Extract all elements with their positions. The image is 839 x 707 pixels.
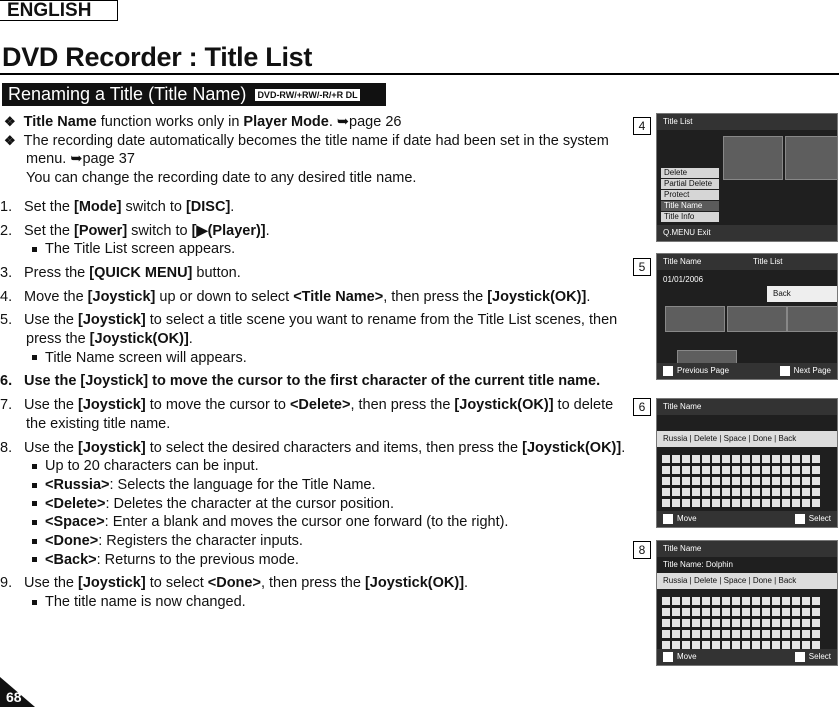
text-run: [Joystick(OK)] <box>89 331 189 347</box>
screen-footer <box>657 511 837 527</box>
step-line <box>0 264 241 283</box>
key <box>812 641 820 649</box>
key <box>752 499 760 507</box>
key <box>712 499 720 507</box>
title-divider <box>0 73 839 75</box>
square-bullet-icon <box>32 539 37 544</box>
screen-footer <box>657 363 837 379</box>
key <box>732 499 740 507</box>
square-bullet-icon <box>32 557 37 562</box>
sub-bullet <box>32 240 235 259</box>
square-bullet-icon <box>32 355 37 360</box>
section-title: Renaming a Title (Title Name) <box>8 84 247 104</box>
text-run: , then press the <box>383 288 488 305</box>
text-run: Set the <box>24 222 74 239</box>
key <box>792 641 800 649</box>
nav-icon <box>663 514 673 524</box>
key <box>732 641 740 649</box>
keyboard-row <box>661 637 821 647</box>
square-bullet-icon <box>32 520 37 525</box>
key <box>682 641 690 649</box>
text-run: The recording date automatically becomes the title name if date had been set in the system <box>23 132 609 149</box>
key <box>702 499 710 507</box>
footer-left-label: Previous Page <box>663 363 729 379</box>
key <box>672 499 680 507</box>
key <box>782 499 790 507</box>
text-run: switch to <box>127 222 192 239</box>
footer-right-label: Select <box>795 649 831 665</box>
text-run: <Space> <box>45 514 105 531</box>
step-number: 6. <box>0 373 13 390</box>
text-run: Use the [Joystick] to move the cursor to the first character of the current title name. <box>24 373 601 390</box>
text-run: : Selects the language for the Title Name. <box>109 476 376 493</box>
key <box>722 499 730 507</box>
text-run: <Done> <box>207 575 261 592</box>
footer-left-label: Move <box>663 511 697 527</box>
menu-item: Protect <box>661 190 719 200</box>
sub-bullet <box>32 551 299 570</box>
step-number: 5. <box>0 312 13 329</box>
keyboard-row <box>661 593 821 603</box>
text-run: to select a title scene you want to rename from the Title List scenes, then <box>145 312 618 329</box>
screen-title: Title Name <box>657 254 837 270</box>
key <box>722 641 730 649</box>
step-marker: 8 <box>633 541 651 559</box>
key <box>792 499 800 507</box>
key <box>672 641 680 649</box>
text-run: [Joystick(OK)] <box>364 575 465 592</box>
text-run: to move the cursor to <box>145 397 290 414</box>
key <box>752 641 760 649</box>
ok-icon <box>795 514 805 524</box>
text-run: . <box>586 288 591 305</box>
language-tab: ENGLISH <box>0 0 118 21</box>
step-number: 8. <box>0 439 13 456</box>
text-run: [DISC] <box>185 198 231 215</box>
text-run: <Delete> <box>289 397 351 414</box>
step-number: 9. <box>0 575 13 592</box>
square-bullet-icon <box>32 247 37 252</box>
text-run: You can change the recording date to any desired title name. <box>26 170 417 187</box>
nav-icon <box>663 366 673 376</box>
text-run: the existing title name. <box>26 415 171 432</box>
text-run: menu. ➥page 37 <box>26 151 135 168</box>
key <box>742 499 750 507</box>
text-run: [Joystick(OK)] <box>522 439 622 456</box>
step-number: 4. <box>0 288 13 305</box>
menu-item: Title Info <box>661 212 719 222</box>
key <box>762 641 770 649</box>
text-run: Use the <box>24 575 78 592</box>
thumbnail <box>665 306 725 332</box>
text-run: to select the desired characters and items, then press the <box>145 439 523 456</box>
text-run: . <box>464 575 469 592</box>
step-number: 1. <box>0 198 13 215</box>
step-line <box>0 574 468 593</box>
text-run: Use the <box>24 312 78 329</box>
step-number: 3. <box>0 264 13 281</box>
text-run: [Joystick] <box>78 575 146 592</box>
nav-icon <box>663 652 673 662</box>
text-run: up or down to select <box>155 288 294 305</box>
step-marker: 4 <box>633 117 651 135</box>
text-run: [Joystick] <box>78 439 146 456</box>
step-line <box>26 330 193 349</box>
screen-illustration <box>656 113 838 242</box>
key-functions: Russia | Delete | Space | Done | Back <box>657 573 837 589</box>
screen-date: 01/01/2006 <box>663 275 704 284</box>
keyboard-row <box>661 495 821 505</box>
step-line <box>0 288 590 307</box>
text-run: [Power] <box>73 222 128 239</box>
screen-back-label: Back <box>767 286 837 302</box>
key <box>762 499 770 507</box>
key <box>712 641 720 649</box>
key <box>742 641 750 649</box>
text-run: [Joystick] <box>78 397 146 414</box>
screen-subtitle: Title List <box>753 257 783 266</box>
keyboard-row <box>661 604 821 614</box>
text-run: Set the <box>24 198 74 215</box>
text-run: [Joystick(OK)] <box>454 397 554 414</box>
text-run: [Joystick(OK)] <box>487 288 587 305</box>
text-run: . <box>230 198 235 215</box>
key <box>782 641 790 649</box>
intro-line <box>4 113 401 132</box>
keyboard-row <box>661 484 821 494</box>
keyboard-row <box>661 473 821 483</box>
thumbnail <box>727 306 787 332</box>
text-run: Title Name screen will appears. <box>45 349 247 366</box>
screen-name-field: Title Name: Dolphin <box>663 560 733 569</box>
key-functions: Russia | Delete | Space | Done | Back <box>657 431 837 447</box>
key <box>702 641 710 649</box>
square-bullet-icon <box>32 501 37 506</box>
step-number: 2. <box>0 222 13 239</box>
key <box>692 499 700 507</box>
text-run: Use the <box>24 439 78 456</box>
text-run: . <box>265 222 270 239</box>
keyboard-row <box>661 615 821 625</box>
screen-illustration <box>656 540 838 666</box>
text-run: . ➥page 26 <box>328 114 402 130</box>
text-run: Up to 20 characters can be input. <box>45 458 259 475</box>
sub-bullet <box>32 513 508 532</box>
square-bullet-icon <box>32 483 37 488</box>
thumbnail <box>723 136 783 180</box>
menu-item: Title Name <box>661 201 719 211</box>
sub-bullet <box>32 457 259 476</box>
footer-right-label: Next Page <box>780 363 831 379</box>
text-run: : Returns to the previous mode. <box>96 551 299 568</box>
text-run: : Registers the character inputs. <box>98 533 303 549</box>
key <box>812 499 820 507</box>
diamond-bullet-icon: ❖ <box>4 114 16 129</box>
text-run: [Mode] <box>73 198 122 215</box>
menu-item: Partial Delete <box>661 179 719 189</box>
text-run: <Russia> <box>45 476 110 493</box>
page-number: 68 <box>6 689 22 705</box>
screen-title: Title Name <box>657 541 837 557</box>
sub-bullet <box>32 593 246 612</box>
step-marker: 5 <box>633 258 651 276</box>
square-bullet-icon <box>32 600 37 605</box>
key <box>802 641 810 649</box>
text-run: [QUICK MENU] <box>89 264 193 281</box>
text-run: button. <box>192 264 241 281</box>
ok-icon <box>795 652 805 662</box>
step-number: 7. <box>0 397 13 414</box>
sub-bullet <box>32 532 303 551</box>
key <box>802 499 810 507</box>
screen-footer <box>657 649 837 665</box>
ok-icon <box>780 366 790 376</box>
text-run: to delete <box>553 397 614 414</box>
intro-line <box>26 169 416 188</box>
step-line <box>0 372 600 391</box>
footer-left-label: Move <box>663 649 697 665</box>
text-run: . <box>188 331 193 347</box>
text-run: , then press the <box>260 575 365 592</box>
step-line <box>0 439 625 458</box>
key <box>692 641 700 649</box>
page-title: DVD Recorder : Title List <box>2 42 313 72</box>
intro-line <box>4 132 609 151</box>
keyboard-row <box>661 462 821 472</box>
step-line <box>0 396 613 415</box>
text-run: <Title Name> <box>293 288 384 305</box>
footer-right-label: Select <box>795 511 831 527</box>
section-heading <box>2 83 386 106</box>
step-line <box>0 311 617 330</box>
screen-illustration <box>656 398 838 528</box>
text-run: : Deletes the character at the cursor position. <box>105 495 395 512</box>
key <box>682 499 690 507</box>
key <box>772 499 780 507</box>
text-run: function works only in <box>96 114 244 130</box>
sub-bullet <box>32 476 375 495</box>
text-run: <Done> <box>45 533 99 549</box>
text-run: press the <box>26 331 90 347</box>
step-marker: 6 <box>633 398 651 416</box>
step-line <box>0 222 270 241</box>
key <box>662 499 670 507</box>
text-run: to select <box>145 575 208 592</box>
menu-item: Delete <box>661 168 719 178</box>
text-run: Player Mode <box>243 114 329 130</box>
diamond-bullet-icon: ❖ <box>4 132 16 148</box>
thumbnail <box>785 136 838 180</box>
step-line <box>0 198 234 217</box>
text-run: switch to <box>121 198 186 215</box>
screen-title: Title List <box>657 114 837 130</box>
text-run: [Joystick] <box>87 288 156 305</box>
key <box>772 641 780 649</box>
text-run: , then press the <box>350 397 455 414</box>
keyboard-row <box>661 626 821 636</box>
screen-title: Title Name <box>657 399 837 415</box>
text-run: [Joystick] <box>78 312 146 329</box>
text-run: The Title List screen appears. <box>45 241 236 258</box>
text-run: Press the <box>24 264 90 281</box>
sub-bullet <box>32 495 394 514</box>
intro-line <box>26 150 135 169</box>
square-bullet-icon <box>32 464 37 469</box>
thumbnail <box>787 306 838 332</box>
text-run: <Back> <box>45 551 97 568</box>
key <box>662 641 670 649</box>
disc-type-tag: DVD-RW/+RW/-R/+R DL <box>257 89 358 100</box>
text-run: [▶(Player)] <box>191 222 266 239</box>
text-run: . <box>621 439 626 456</box>
screen-illustration <box>656 253 838 380</box>
text-run: : Enter a blank and moves the cursor one forward (to the right). <box>104 514 509 531</box>
text-run: The title name is now changed. <box>45 594 246 611</box>
text-run: Move the <box>24 288 88 305</box>
text-run: Use the <box>24 397 78 414</box>
keyboard-row <box>661 451 821 461</box>
step-line <box>26 415 170 434</box>
text-run: Title Name <box>23 114 97 130</box>
sub-bullet <box>32 349 247 368</box>
text-run: <Delete> <box>45 495 106 512</box>
screen-footer: Q.MENU Exit <box>657 225 837 241</box>
